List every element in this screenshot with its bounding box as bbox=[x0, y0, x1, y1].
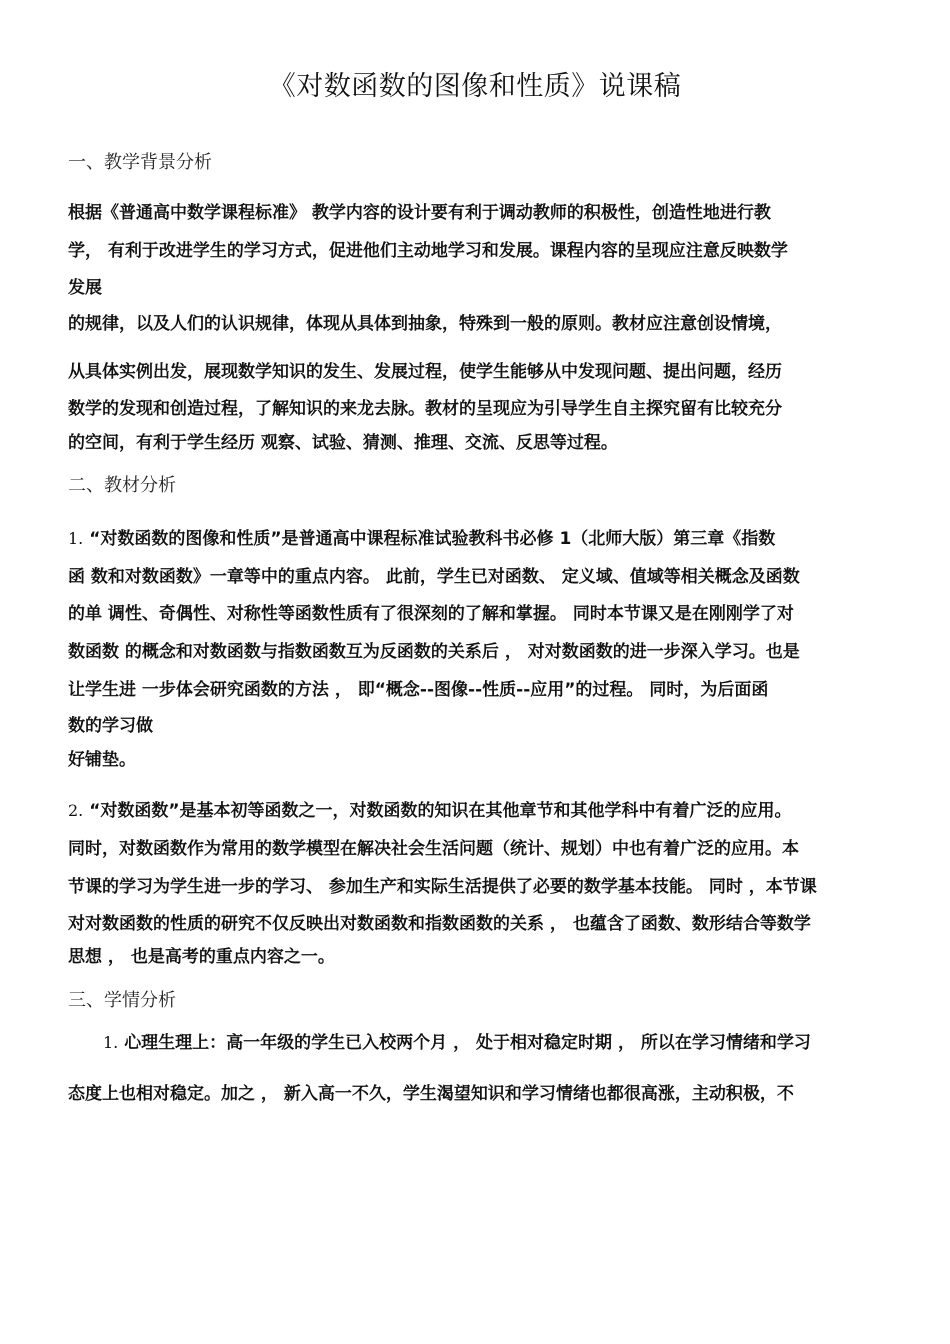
paragraph-line: 的单 调性、奇偶性、对称性等函数性质有了很深刻的了解和掌握。 同时本节课又是在刚刚学了对 bbox=[68, 604, 794, 624]
paragraph-line bbox=[68, 796, 792, 821]
paragraph-line: 函 数和对数函数》一章等中的重点内容。 此前，学生已对函数、 定义域、值域等相关概念及函数 bbox=[68, 567, 800, 587]
paragraph-line: 从具体实例出发，展现数学知识的发生、发展过程，使学生能够从中发现问题、提出问题，经历 bbox=[68, 362, 782, 382]
paragraph-line: 好铺垫。 bbox=[68, 750, 136, 770]
paragraph-line bbox=[68, 524, 775, 549]
paragraph-line: 对对数函数的性质的研究不仅反映出对数函数和指数函数的关系 ， 也蕴含了函数、数形结合等数学 bbox=[68, 914, 811, 934]
paragraph-line-text: 心理生理上：高一年级的学生已入校两个月 ， 处于相对稳定时期 ， 所以在学习情绪和学习 bbox=[124, 1033, 811, 1053]
paragraph-line: 的空间，有利于学生经历 观察、试验、猜测、推理、交流、反思等过程。 bbox=[68, 433, 618, 453]
paragraph-line: 让学生进 一步体会研究函数的方法 ， 即“概念--图像--性质--应用”的过程。 同时，为后面函 bbox=[68, 680, 769, 700]
paragraph-line: 的规律，以及人们的认识规律，体现从具体到抽象，特殊到一般的原则。教材应注意创设情境， bbox=[68, 314, 782, 334]
section-heading-textbook-analysis: 二、教材分析 bbox=[68, 475, 176, 496]
paragraph-line: 数函数 的概念和对数函数与指数函数互为反函数的关系后 ， 对对数函数的进一步深入学习。也是 bbox=[68, 642, 800, 662]
paragraph-line: 学， 有利于改进学生的学习方式，促进他们主动地学习和发展。课程内容的呈现应注意反映数学 bbox=[68, 241, 788, 261]
paragraph-line-text: “对数函数的图像和性质”是普通高中课程标准试验教科书必修 1（北师大版）第三章《指数 bbox=[89, 529, 776, 549]
list-number: 1. bbox=[68, 529, 84, 548]
list-number: 1. bbox=[103, 1033, 119, 1052]
paragraph-line: 态度上也相对稳定。加之 ， 新入高一不久，学生渴望知识和学习情绪也都很高涨，主动积极，不 bbox=[68, 1084, 794, 1104]
section-heading-teaching-background: 一、教学背景分析 bbox=[68, 152, 212, 173]
paragraph-line: 发展 bbox=[68, 278, 102, 298]
paragraph-line: 根据《普通高中数学课程标准》 教学内容的设计要有利于调动教师的积极性，创造性地进行教 bbox=[68, 203, 771, 223]
document-title: 《对数函数的图像和性质》说课稿 bbox=[268, 71, 682, 102]
paragraph-line: 数的学习做 bbox=[68, 716, 153, 736]
paragraph-line-text: “对数函数”是基本初等函数之一，对数函数的知识在其他章节和其他学科中有着广泛的应用。 bbox=[89, 801, 792, 821]
list-number: 2. bbox=[68, 801, 84, 820]
paragraph-line bbox=[103, 1028, 811, 1053]
paragraph-line: 数学的发现和创造过程，了解知识的来龙去脉。教材的呈现应为引导学生自主探究留有比较充分 bbox=[68, 399, 782, 419]
paragraph-line: 同时，对数函数作为常用的数学模型在解决社会生活问题（统计、规划）中也有着广泛的应用。本 bbox=[68, 839, 799, 859]
paragraph-line: 思想 ， 也是高考的重点内容之一。 bbox=[68, 947, 335, 967]
paragraph-line: 节课的学习为学生进一步的学习、 参加生产和实际生活提供了必要的数学基本技能。 同时 ，本节课 bbox=[68, 877, 817, 897]
section-heading-student-analysis: 三、学情分析 bbox=[68, 990, 176, 1011]
